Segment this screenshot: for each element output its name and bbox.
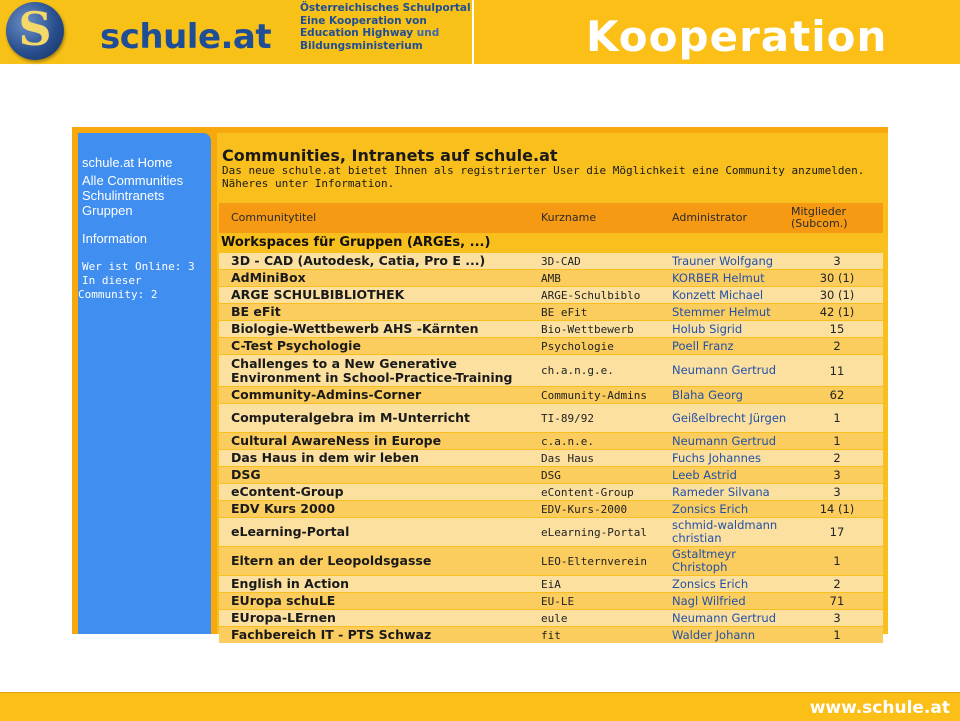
community-short-name: EU-LE [541,594,575,608]
community-short-name: TI-89/92 [541,411,594,425]
community-member-count: 3 [833,611,841,625]
table-row [219,518,883,546]
slide-footer [0,692,960,721]
community-member-count: 2 [833,451,841,465]
community-member-count: 1 [833,554,841,568]
tagline-line-3 [300,27,471,40]
community-admin-link[interactable]: Zonsics Erich [672,576,749,591]
group-heading: Workspaces für Gruppen (ARGEs, ...) [221,235,491,250]
table-row [219,338,883,354]
community-title-link[interactable]: Fachbereich IT - PTS Schwaz [231,627,432,642]
table-row [219,467,883,483]
community-short-name: Community-Admins [541,388,647,402]
community-admin-link[interactable]: Neumann Gertrud [672,610,776,625]
community-admin-link[interactable]: Gstaltmeyr Christoph [672,547,736,574]
community-admin-link[interactable]: Rameder Silvana [672,484,770,499]
community-member-count: 1 [833,628,841,642]
community-short-name: eule [541,611,568,625]
table-row [219,450,883,466]
table-row [219,253,883,269]
slide-title: Kooperation [586,12,888,61]
community-admin-link[interactable]: schmid-waldmann christian [672,518,778,545]
communities-page-screenshot [72,127,888,642]
community-admin-link[interactable]: Walder Johann [672,627,755,642]
table-row [219,304,883,320]
community-title-link[interactable]: Biologie-Wettbewerb AHS -Kärnten [231,321,479,336]
community-member-count: 42 (1) [819,305,855,319]
community-admin-link[interactable]: Fuchs Johannes [672,450,761,465]
community-title-link[interactable]: Eltern an der Leopoldsgasse [231,553,432,568]
main-content [217,133,888,642]
intro-line-1: Das neue schule.at bietet Ihnen als registrierter User die Möglichkeit eine Community anzumelden. [222,164,865,177]
table-row [219,321,883,337]
tagline-line-1: Österreichisches Schulportal [300,2,471,14]
table-row [219,627,883,643]
community-member-count: 14 (1) [819,502,855,516]
sidebar-link-groups[interactable]: Gruppen [82,203,133,218]
intro-text [222,164,864,190]
portal-tagline [300,2,471,52]
column-header-members[interactable] [791,206,848,230]
online-community-count: Community: 2 [78,288,158,301]
intro-line-2: Näheres unter Information. [222,177,395,190]
column-header-members-line-2: (Subcom.) [791,217,848,230]
community-member-count: 3 [833,485,841,499]
community-member-count: 30 (1) [819,288,855,302]
community-short-name: ch.a.n.g.e. [541,364,614,377]
community-title-link[interactable]: English in Action [231,576,350,591]
community-short-name: 3D-CAD [541,254,581,268]
community-short-name: c.a.n.e. [541,434,594,448]
sidebar-link-all-communities[interactable]: Alle Communities [82,173,184,188]
tagline-and: und [416,27,440,39]
community-title-link[interactable]: Community-Admins-Corner [231,387,422,402]
table-row [219,355,883,386]
brand-name: schule.at [100,17,272,57]
column-header-title[interactable]: Communitytitel [231,211,317,224]
community-short-name: eContent-Group [541,485,634,499]
community-member-count: 71 [829,594,845,608]
community-title-link[interactable]: eContent-Group [231,484,344,499]
community-admin-link[interactable]: Stemmer Helmut [672,304,771,319]
community-title-link[interactable]: EUropa-LErnen [231,610,336,625]
community-title-link[interactable]: ARGE SCHULBIBLIOTHEK [231,287,405,302]
tagline-partner-1: Education Highway [300,27,414,39]
community-admin-link[interactable]: Poell Franz [672,338,734,353]
table-row [219,610,883,626]
community-title-link[interactable]: C-Test Psychologie [231,338,361,353]
community-short-name: EDV-Kurs-2000 [541,502,628,516]
tagline-line-2: Eine Kooperation von [300,14,427,27]
slide-header [0,0,960,64]
community-admin-link[interactable]: KORBER Helmut [672,270,765,285]
schule-at-logo-icon: S [6,2,64,60]
community-title-link[interactable]: EUropa schuLE [231,593,336,608]
community-admin-link[interactable]: Leeb Astrid [672,467,737,482]
community-short-name: BE eFit [541,305,588,319]
footer-url[interactable]: www.schule.at [809,698,950,718]
community-title-link[interactable]: eLearning-Portal [231,524,350,539]
community-short-name: eLearning-Portal [541,525,647,539]
community-member-count: 11 [829,363,845,378]
community-admin-link[interactable]: Zonsics Erich [672,501,749,516]
community-admin-link[interactable]: Geißelbrecht Jürgen [672,410,787,425]
community-member-count: 62 [829,388,845,402]
community-title-link[interactable]: 3D - CAD (Autodesk, Catia, Pro E ...) [231,253,486,268]
community-short-name: Bio-Wettbewerb [541,322,634,336]
tagline-line-4: Bildungsministerium [300,39,423,52]
table-row [219,387,883,403]
community-admin-link[interactable]: Neumann Gertrud [672,433,776,448]
table-row [219,501,883,517]
header-divider [472,0,474,64]
community-admin-link[interactable]: Nagl Wilfried [672,593,746,608]
community-member-count: 1 [833,434,841,448]
table-row [219,287,883,303]
community-title-link[interactable]: Cultural AwareNess in Europe [231,433,442,448]
online-count: Wer ist Online: 3 [82,260,195,273]
column-header-admin[interactable]: Administrator [672,211,747,224]
community-member-count: 30 (1) [819,271,855,285]
community-admin-link[interactable]: Holub Sigrid [672,321,743,336]
community-title-link[interactable]: DSG [231,467,261,482]
community-short-name: Psychologie [541,339,614,353]
table-row [219,484,883,500]
community-member-count: 3 [833,468,841,482]
table-row [219,433,883,449]
community-short-name: LEO-Elternverein [541,554,647,568]
community-admin-link[interactable]: Neumann Gertrud [672,363,776,377]
community-member-count: 1 [833,411,841,425]
sidebar [78,133,211,634]
table-row [219,547,883,575]
community-admin-link[interactable]: Trauner Wolfgang [672,253,774,268]
community-admin-link[interactable]: Konzett Michael [672,287,764,302]
community-title-link[interactable]: Das Haus in dem wir leben [231,450,419,465]
community-member-count: 3 [833,254,841,268]
community-member-count: 2 [833,339,841,353]
table-row [219,576,883,592]
community-title-link[interactable]: EDV Kurs 2000 [231,501,336,516]
table-header [219,203,883,233]
community-short-name: fit [541,628,561,642]
schule-at-logo-area [0,0,472,64]
online-in-community-label: In dieser [82,274,142,287]
community-short-name: DSG [541,468,561,482]
community-short-name: Das Haus [541,451,594,465]
sidebar-link-home[interactable]: schule.at Home [82,155,173,170]
community-member-count: 17 [829,525,845,539]
community-title-link[interactable]: Challenges to a New Generative Environment in School-Practice-Training [231,355,513,385]
community-short-name: ARGE-Schulbiblo [541,288,641,302]
community-admin-link[interactable]: Blaha Georg [672,387,743,402]
column-header-short[interactable]: Kurzname [541,211,597,224]
sidebar-link-information[interactable]: Information [82,231,148,246]
page-title: Communities, Intranets auf schule.at [222,146,558,165]
community-short-name: AMB [541,271,561,285]
column-header-members-line-1: Mitglieder [791,205,846,218]
table-row [219,593,883,609]
table-row [219,270,883,286]
sidebar-link-intranets[interactable]: Schulintranets [82,188,165,203]
community-member-count: 2 [833,577,841,591]
table-row [219,404,883,432]
community-short-name: EiA [541,577,561,591]
community-title-link[interactable]: BE eFit [231,304,281,319]
community-title-link[interactable]: Computeralgebra im M-Unterricht [231,410,470,425]
community-title-link[interactable]: AdMiniBox [231,270,306,285]
community-member-count: 15 [829,322,845,336]
